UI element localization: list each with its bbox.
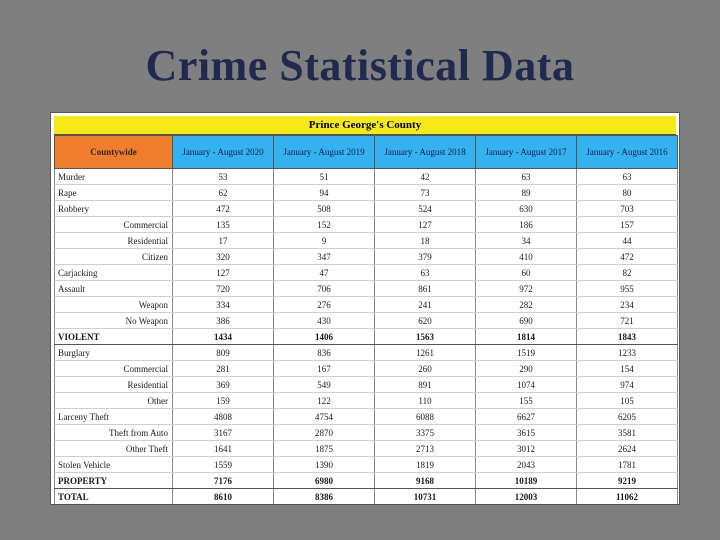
table-cell: 82 <box>577 265 678 281</box>
table-cell: 47 <box>274 265 375 281</box>
table-cell: 7176 <box>173 473 274 489</box>
table-cell: 10731 <box>375 489 476 505</box>
table-cell: 63 <box>476 169 577 185</box>
table-cell: 974 <box>577 377 678 393</box>
table-cell: 17 <box>173 233 274 249</box>
table-row <box>55 217 678 233</box>
row-label: Rape <box>55 185 173 201</box>
table-cell: 135 <box>173 217 274 233</box>
table-cell: 8610 <box>173 489 274 505</box>
table-row <box>55 393 678 409</box>
table-cell: 1406 <box>274 329 375 345</box>
table-cell: 1814 <box>476 329 577 345</box>
table-cell: 620 <box>375 313 476 329</box>
table-cell: 154 <box>577 361 678 377</box>
county-header: Prince George's County <box>54 116 676 135</box>
table-cell: 80 <box>577 185 678 201</box>
table-cell: 1559 <box>173 457 274 473</box>
table-cell: 3012 <box>476 441 577 457</box>
table-cell: 157 <box>577 217 678 233</box>
table-row <box>55 281 678 297</box>
row-label: Commercial <box>55 361 173 377</box>
row-label: Residential <box>55 233 173 249</box>
row-label: Stolen Vehicle <box>55 457 173 473</box>
table-cell: 11062 <box>577 489 678 505</box>
table-cell: 2713 <box>375 441 476 457</box>
table-cell: 1434 <box>173 329 274 345</box>
table-cell: 369 <box>173 377 274 393</box>
table-cell: 410 <box>476 249 577 265</box>
table-cell: 155 <box>476 393 577 409</box>
table-cell: 60 <box>476 265 577 281</box>
table-row <box>55 377 678 393</box>
column-header-period: January - August 2020 <box>173 136 274 169</box>
row-label: VIOLENT <box>55 329 173 345</box>
crime-table-panel <box>50 112 680 505</box>
table-cell: 1819 <box>375 457 476 473</box>
table-cell: 334 <box>173 297 274 313</box>
row-label: Other Theft <box>55 441 173 457</box>
table-cell: 62 <box>173 185 274 201</box>
table-cell: 690 <box>476 313 577 329</box>
table-cell: 12003 <box>476 489 577 505</box>
table-cell: 127 <box>375 217 476 233</box>
table-row <box>55 473 678 489</box>
table-cell: 105 <box>577 393 678 409</box>
row-label: Carjacking <box>55 265 173 281</box>
table-cell: 234 <box>577 297 678 313</box>
table-cell: 2870 <box>274 425 375 441</box>
table-cell: 6205 <box>577 409 678 425</box>
table-cell: 241 <box>375 297 476 313</box>
table-cell: 955 <box>577 281 678 297</box>
table-cell: 159 <box>173 393 274 409</box>
table-row <box>55 185 678 201</box>
table-cell: 34 <box>476 233 577 249</box>
table-cell: 63 <box>577 169 678 185</box>
table-cell: 53 <box>173 169 274 185</box>
table-cell: 836 <box>274 345 375 361</box>
table-cell: 9168 <box>375 473 476 489</box>
column-header-period: January - August 2017 <box>476 136 577 169</box>
table-row <box>55 233 678 249</box>
table-cell: 1390 <box>274 457 375 473</box>
row-label: No Weapon <box>55 313 173 329</box>
row-label: Assault <box>55 281 173 297</box>
table-row <box>55 361 678 377</box>
table-cell: 127 <box>173 265 274 281</box>
table-cell: 1843 <box>577 329 678 345</box>
slide-title: Crime Statistical Data <box>145 41 575 90</box>
table-cell: 94 <box>274 185 375 201</box>
table-cell: 630 <box>476 201 577 217</box>
table-cell: 1261 <box>375 345 476 361</box>
table-cell: 73 <box>375 185 476 201</box>
table-cell: 972 <box>476 281 577 297</box>
table-cell: 51 <box>274 169 375 185</box>
table-cell: 508 <box>274 201 375 217</box>
table-row <box>55 313 678 329</box>
table-cell: 1563 <box>375 329 476 345</box>
table-cell: 3581 <box>577 425 678 441</box>
table-row <box>55 489 678 505</box>
table-cell: 703 <box>577 201 678 217</box>
table-cell: 167 <box>274 361 375 377</box>
table-row <box>55 169 678 185</box>
table-cell: 861 <box>375 281 476 297</box>
table-row <box>55 297 678 313</box>
table-cell: 290 <box>476 361 577 377</box>
table-cell: 706 <box>274 281 375 297</box>
table-row <box>55 409 678 425</box>
table-row <box>55 441 678 457</box>
table-body <box>55 169 678 505</box>
table-cell: 472 <box>577 249 678 265</box>
table-cell: 1641 <box>173 441 274 457</box>
table-cell: 6980 <box>274 473 375 489</box>
table-cell: 42 <box>375 169 476 185</box>
table-cell: 386 <box>173 313 274 329</box>
table-cell: 282 <box>476 297 577 313</box>
row-label: Larceny Theft <box>55 409 173 425</box>
table-cell: 44 <box>577 233 678 249</box>
table-cell: 472 <box>173 201 274 217</box>
table-cell: 1519 <box>476 345 577 361</box>
table-cell: 1233 <box>577 345 678 361</box>
table-cell: 3167 <box>173 425 274 441</box>
table-row <box>55 345 678 361</box>
table-cell: 6627 <box>476 409 577 425</box>
table-cell: 347 <box>274 249 375 265</box>
column-header-countywide: Countywide <box>55 136 173 169</box>
row-label: Robbery <box>55 201 173 217</box>
table-cell: 281 <box>173 361 274 377</box>
row-label: TOTAL <box>55 489 173 505</box>
table-cell: 3615 <box>476 425 577 441</box>
column-header-period: January - August 2018 <box>375 136 476 169</box>
row-label: Theft from Auto <box>55 425 173 441</box>
table-cell: 8386 <box>274 489 375 505</box>
table-cell: 1875 <box>274 441 375 457</box>
table-cell: 89 <box>476 185 577 201</box>
table-cell: 549 <box>274 377 375 393</box>
row-label: Burglary <box>55 345 173 361</box>
table-cell: 18 <box>375 233 476 249</box>
row-label: Citizen <box>55 249 173 265</box>
table-cell: 809 <box>173 345 274 361</box>
table-row <box>55 265 678 281</box>
row-label: Murder <box>55 169 173 185</box>
table-cell: 9 <box>274 233 375 249</box>
table-cell: 430 <box>274 313 375 329</box>
table-row <box>55 249 678 265</box>
table-cell: 152 <box>274 217 375 233</box>
table-row <box>55 425 678 441</box>
table-cell: 186 <box>476 217 577 233</box>
table-cell: 1074 <box>476 377 577 393</box>
table-cell: 721 <box>577 313 678 329</box>
table-cell: 2043 <box>476 457 577 473</box>
table-cell: 4754 <box>274 409 375 425</box>
table-header-row <box>55 136 678 169</box>
table-cell: 4808 <box>173 409 274 425</box>
table-cell: 2624 <box>577 441 678 457</box>
row-label: Residential <box>55 377 173 393</box>
table-cell: 122 <box>274 393 375 409</box>
table-row <box>55 457 678 473</box>
table-cell: 6088 <box>375 409 476 425</box>
crime-statistics-table <box>54 135 678 505</box>
column-header-period: January - August 2019 <box>274 136 375 169</box>
table-cell: 524 <box>375 201 476 217</box>
table-cell: 1781 <box>577 457 678 473</box>
row-label: Commercial <box>55 217 173 233</box>
table-row <box>55 329 678 345</box>
table-cell: 260 <box>375 361 476 377</box>
table-cell: 320 <box>173 249 274 265</box>
table-cell: 110 <box>375 393 476 409</box>
table-cell: 63 <box>375 265 476 281</box>
table-cell: 720 <box>173 281 274 297</box>
table-cell: 3375 <box>375 425 476 441</box>
row-label: Weapon <box>55 297 173 313</box>
table-cell: 379 <box>375 249 476 265</box>
table-cell: 10189 <box>476 473 577 489</box>
column-header-period: January - August 2016 <box>577 136 678 169</box>
row-label: Other <box>55 393 173 409</box>
table-row <box>55 201 678 217</box>
row-label: PROPERTY <box>55 473 173 489</box>
table-cell: 891 <box>375 377 476 393</box>
table-cell: 276 <box>274 297 375 313</box>
table-cell: 9219 <box>577 473 678 489</box>
